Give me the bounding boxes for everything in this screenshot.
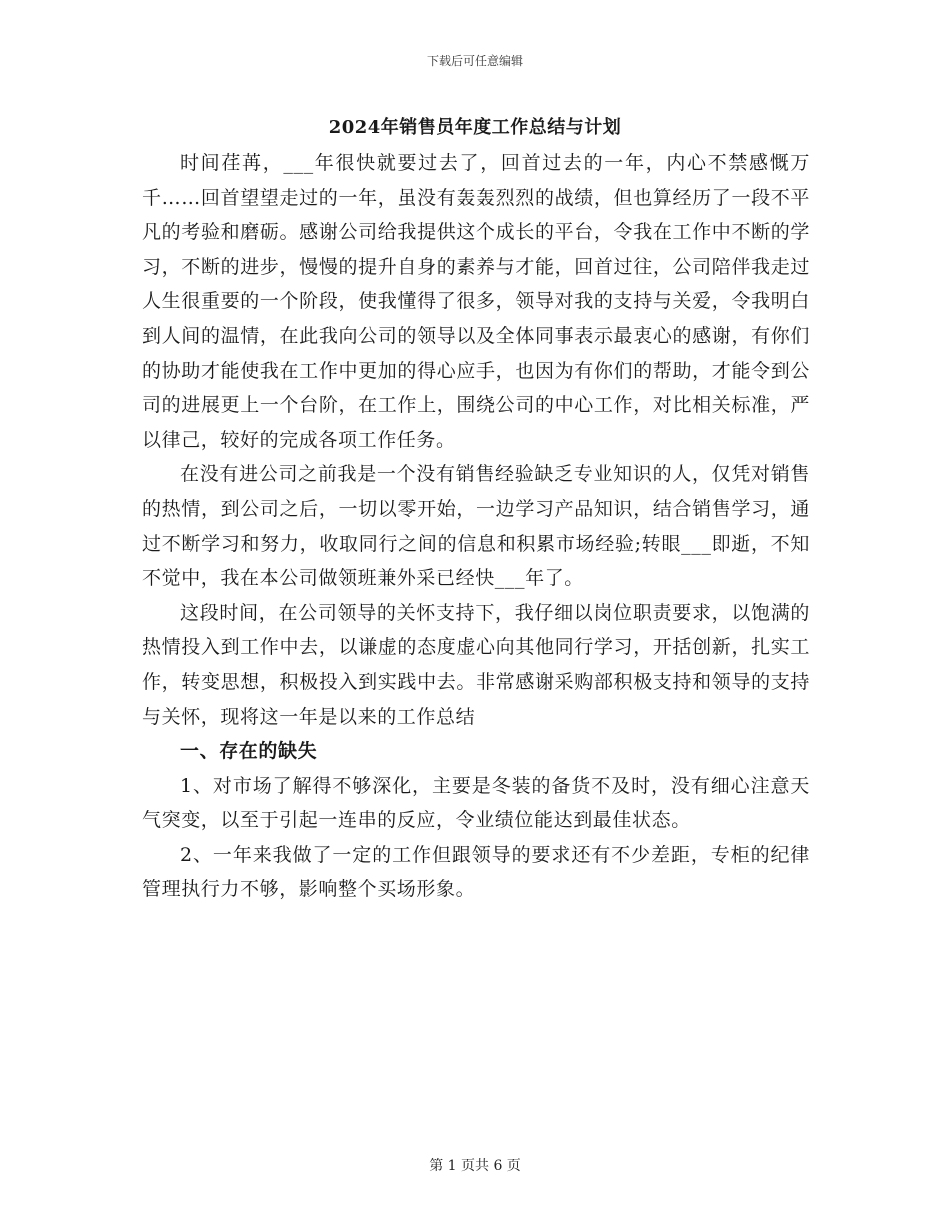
list-item: 2、一年来我做了一定的工作但跟领导的要求还有不少差距，专柜的纪律管理执行力不够，影响整个买场形象。	[142, 843, 810, 901]
paragraph-summary: 这段时间，在公司领导的关怀支持下，我仔细以岗位职责要求，以饱满的热情投入到工作中去，以谦虚的态度虚心向其他同行学习，开括创新，扎实工作，转变思想，积极投入到实践中去。非常感谢采购部积极支持和领导的支持与关怀，现将这一年是以来的工作总结	[142, 601, 810, 728]
page-indicator: 第 1 页共 6 页	[429, 1158, 521, 1174]
paragraph-background: 在没有进公司之前我是一个没有销售经验缺乏专业知识的人，仅凭对销售的热情，到公司之后，一切以零开始，一边学习产品知识，结合销售学习，通过不断学习和努力，收取同行之间的信息和积累市场经验;转眼___即逝，不知不觉中，我在本公司做领班兼外采已经快___年了。	[142, 463, 810, 590]
document-body	[142, 146, 810, 907]
list-item: 1、对市场了解得不够深化，主要是冬装的备货不及时，没有细心注意天气突变，以至于引起一连串的反应，令业绩位能达到最佳状态。	[142, 774, 810, 832]
header-note: 下载后可任意编辑	[426, 54, 523, 68]
document-title: 2024年销售员年度工作总结与计划	[328, 117, 622, 138]
section-heading-shortcomings: 一、存在的缺失	[180, 740, 318, 763]
paragraph-intro: 时间荏苒，___年很快就要过去了，回首过去的一年，内心不禁感慨万千……回首望望走过的一年，虽没有轰轰烈烈的战绩，但也算经历了一段不平凡的考验和磨砺。感谢公司给我提供这个成长的平台，令我在工作中不断的学习，不断的进步，慢慢的提升自身的素养与才能，回首过往，公司陪伴我走过人生很重要的一个阶段，使我懂得了很多，领导对我的支持与关爱，令我明白到人间的温情，在此我向公司的领导以及全体同事表示最衷心的感谢，有你们的协助才能使我在工作中更加的得心应手，也因为有你们的帮助，才能令到公司的进展更上一个台阶，在工作上，围绕公司的中心工作，对比相关标准，严以律己，较好的完成各项工作任务。	[142, 152, 810, 451]
